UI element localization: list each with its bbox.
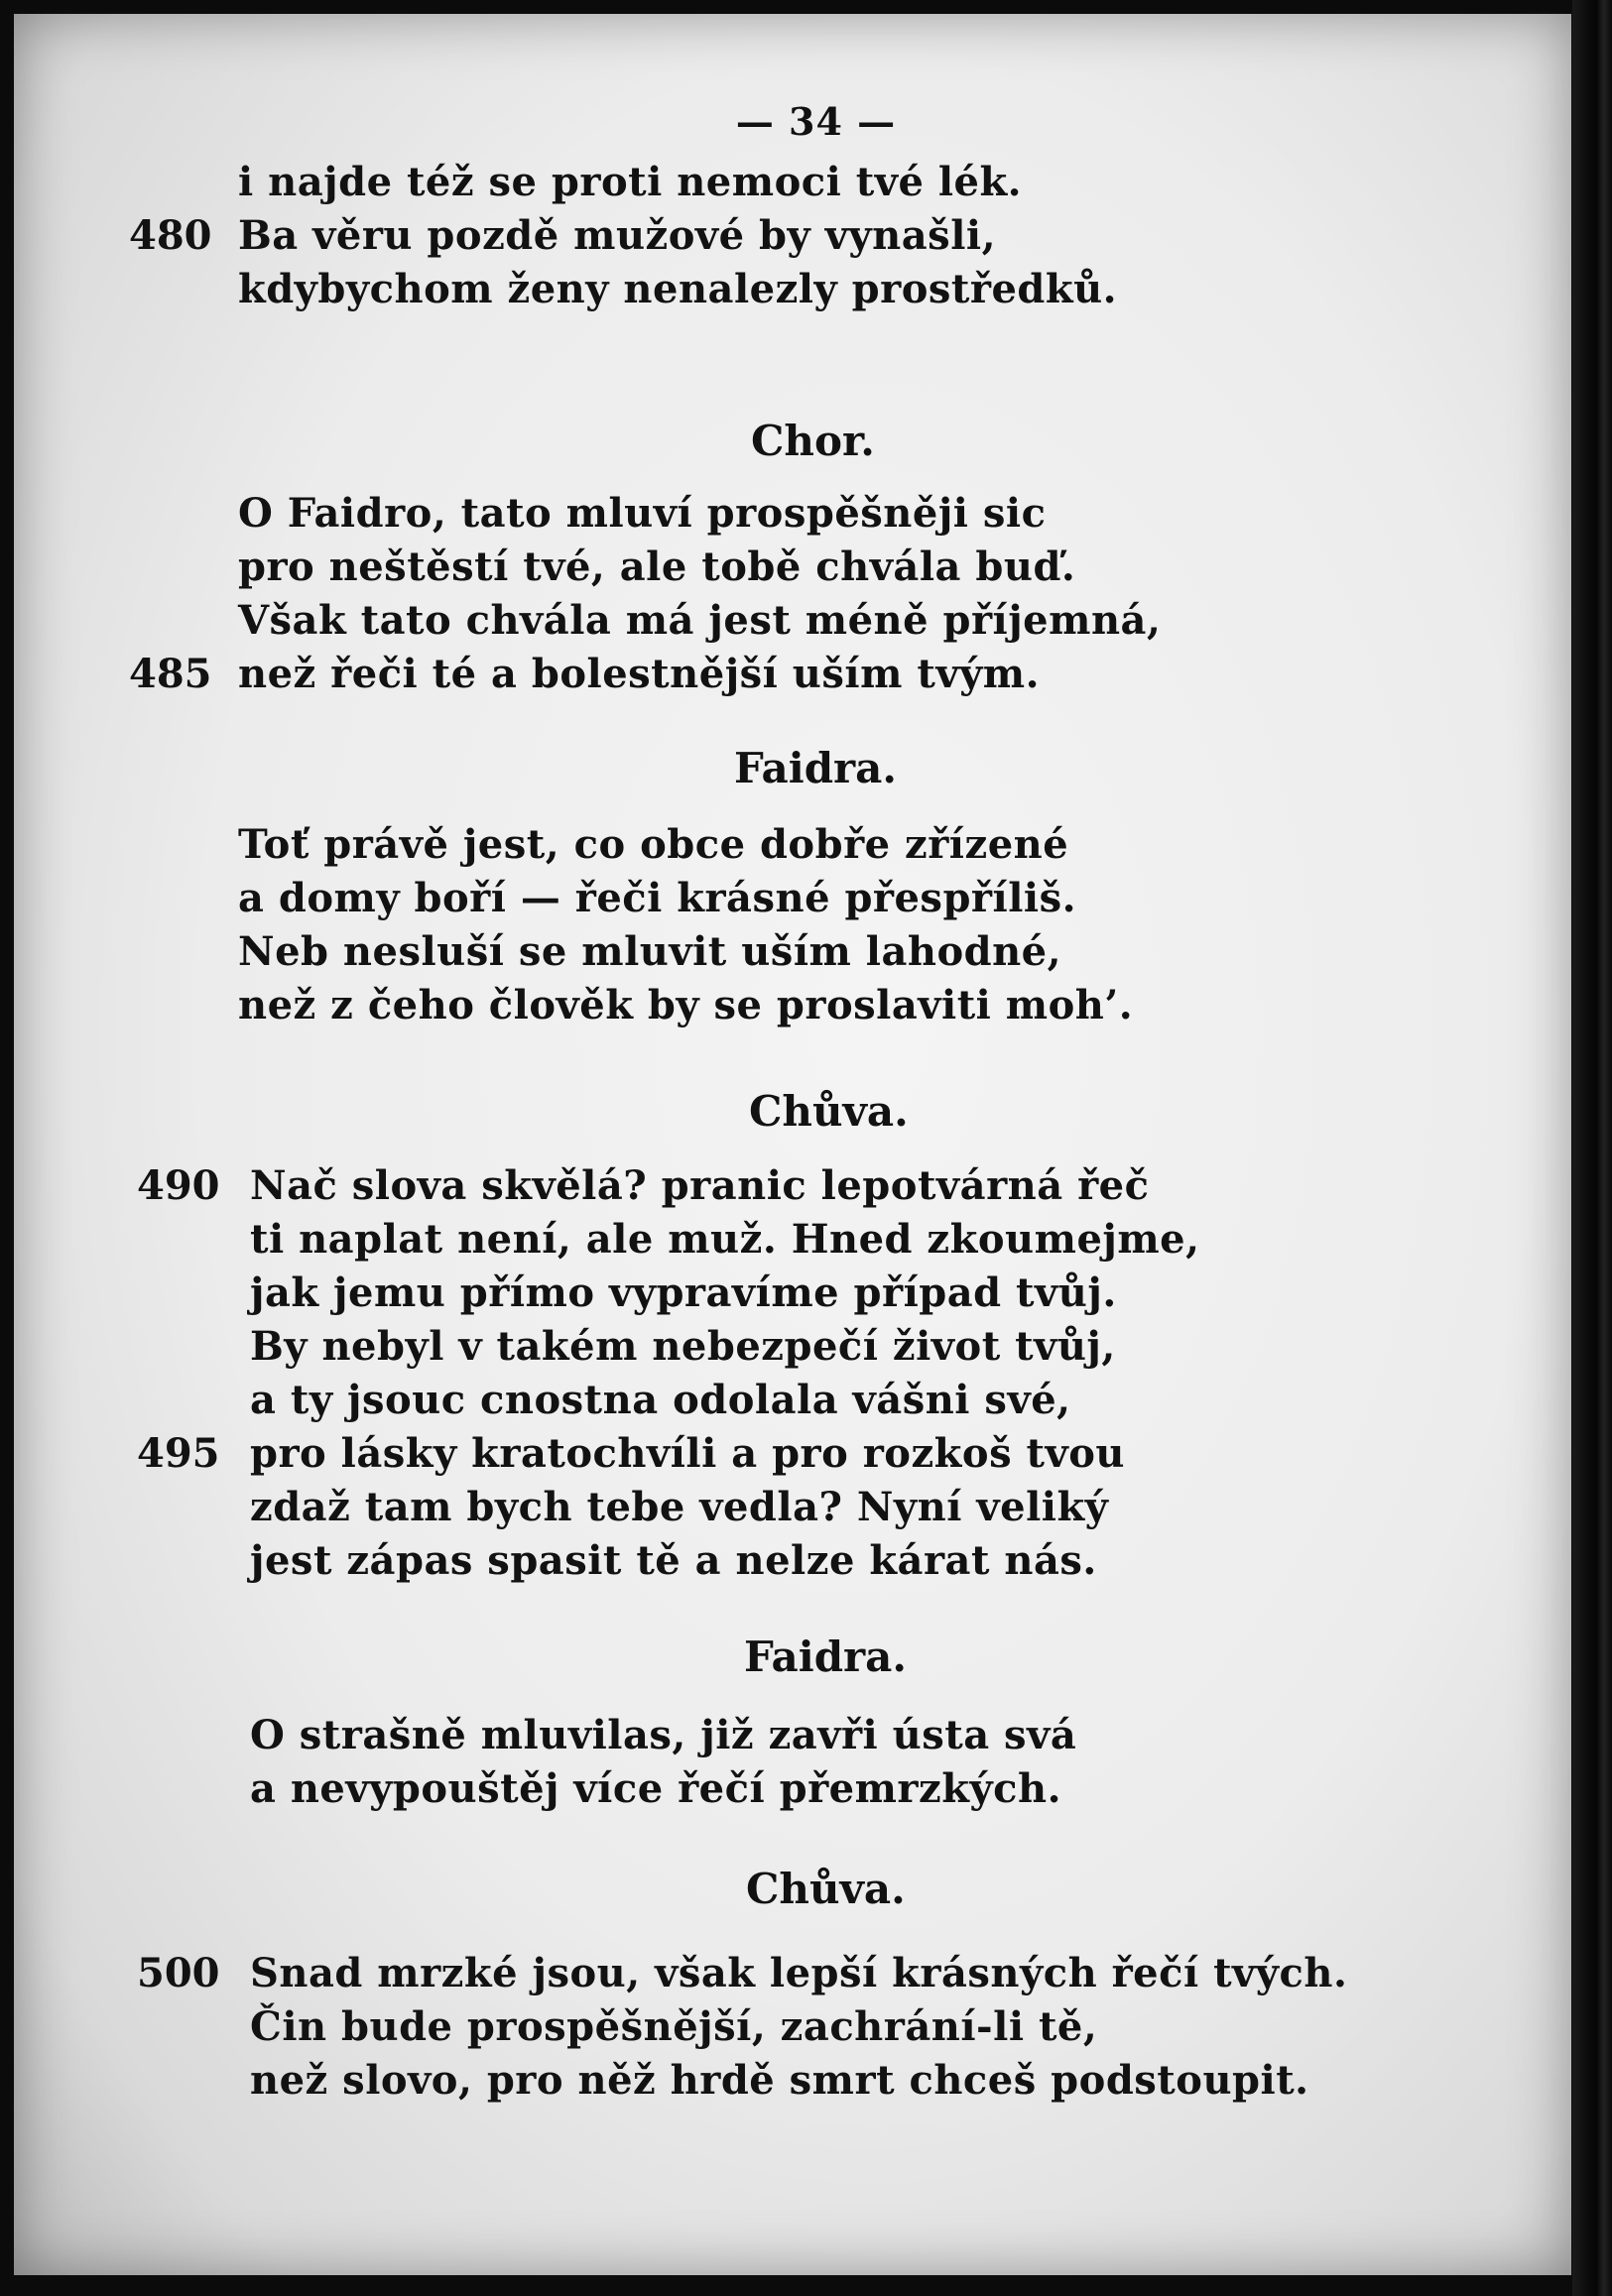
verse-text: ti naplat není, ale muž. Hned zkoumejme, <box>250 1216 1200 1263</box>
verse-line <box>0 1377 1612 1432</box>
verse-text: kdybychom ženy nenalezly prostředků. <box>238 266 1118 312</box>
verse-line <box>0 1323 1612 1379</box>
verse-line <box>0 821 1612 877</box>
line-number: 490 <box>137 1162 220 1209</box>
verse-line <box>0 212 1612 268</box>
verse-text: Toť právě jest, co obce dobře zřízené <box>238 821 1069 868</box>
verse-line <box>0 1484 1612 1539</box>
verse-line <box>0 928 1612 984</box>
verse-text: i najde též se proti nemoci tvé lék. <box>238 159 1023 205</box>
verse-line <box>0 1537 1612 1593</box>
page-number: — 34 — <box>735 99 897 144</box>
verse-line <box>0 982 1612 1037</box>
line-number: 500 <box>137 1950 220 1996</box>
speaker-heading: Chor. <box>751 417 875 465</box>
verse-text: pro lásky kratochvíli a pro rozkoš tvou <box>250 1430 1125 1477</box>
verse-text: Ba věru pozdě mužové by vynašli, <box>238 212 997 259</box>
speaker-heading: Chůva. <box>749 1087 909 1136</box>
verse-text: než slovo, pro něž hrdě smrt chceš podstoupit. <box>250 2057 1309 2104</box>
verse-text: a domy boří — řeči krásné přespříliš. <box>238 875 1077 921</box>
verse-line <box>0 875 1612 930</box>
verse-line <box>0 1162 1612 1218</box>
verse-line <box>0 597 1612 653</box>
verse-text: pro neštěstí tvé, ale tobě chvála buď. <box>238 544 1076 590</box>
verse-text: a ty jsouc cnostna odolala vášni své, <box>250 1377 1071 1423</box>
verse-text: Však tato chvála má jest méně příjemná, <box>238 597 1162 644</box>
line-number: 485 <box>129 651 212 697</box>
line-number: 480 <box>129 212 212 259</box>
verse-text: než řeči té a bolestnější uším tvým. <box>238 651 1041 697</box>
speaker-heading: Chůva. <box>746 1865 906 1913</box>
verse-line <box>0 651 1612 706</box>
verse-line <box>0 490 1612 545</box>
verse-text: jak jemu přímo vypravíme případ tvůj. <box>250 1269 1117 1316</box>
verse-line <box>0 1430 1612 1486</box>
verse-line <box>0 1950 1612 2005</box>
verse-text: jest zápas spasit tě a nelze kárat nás. <box>250 1537 1097 1584</box>
speaker-heading: Faidra. <box>744 1632 908 1681</box>
verse-text: Neb nesluší se mluvit uším lahodné, <box>238 928 1062 975</box>
speaker-heading: Faidra. <box>734 744 898 792</box>
verse-text: Snad mrzké jsou, však lepší krásných řečí tvých. <box>250 1950 1348 1996</box>
verse-line <box>0 159 1612 214</box>
verse-text: Čin bude prospěšnější, zachrání-li tě, <box>250 2003 1098 2050</box>
verse-line <box>0 2057 1612 2113</box>
verse-line <box>0 544 1612 599</box>
verse-text: zdaž tam bych tebe vedla? Nyní veliký <box>250 1484 1109 1530</box>
verse-text: Nač slova skvělá? pranic lepotvárná řeč <box>250 1162 1150 1209</box>
verse-line <box>0 1765 1612 1821</box>
verse-line <box>0 2003 1612 2059</box>
verse-text: než z čeho člověk by se proslaviti moh’. <box>238 982 1134 1028</box>
line-number: 495 <box>137 1430 220 1477</box>
verse-text: O strašně mluvilas, již zavři ústa svá <box>250 1712 1077 1758</box>
verse-text: a nevypouštěj více řečí přemrzkých. <box>250 1765 1062 1812</box>
verse-line <box>0 266 1612 321</box>
verse-text: By nebyl v takém nebezpečí život tvůj, <box>250 1323 1116 1370</box>
verse-line <box>0 1269 1612 1325</box>
page-paper <box>14 14 1571 2275</box>
verse-line <box>0 1216 1612 1271</box>
verse-line <box>0 1712 1612 1767</box>
verse-text: O Faidro, tato mluví prospěšněji sic <box>238 490 1047 537</box>
